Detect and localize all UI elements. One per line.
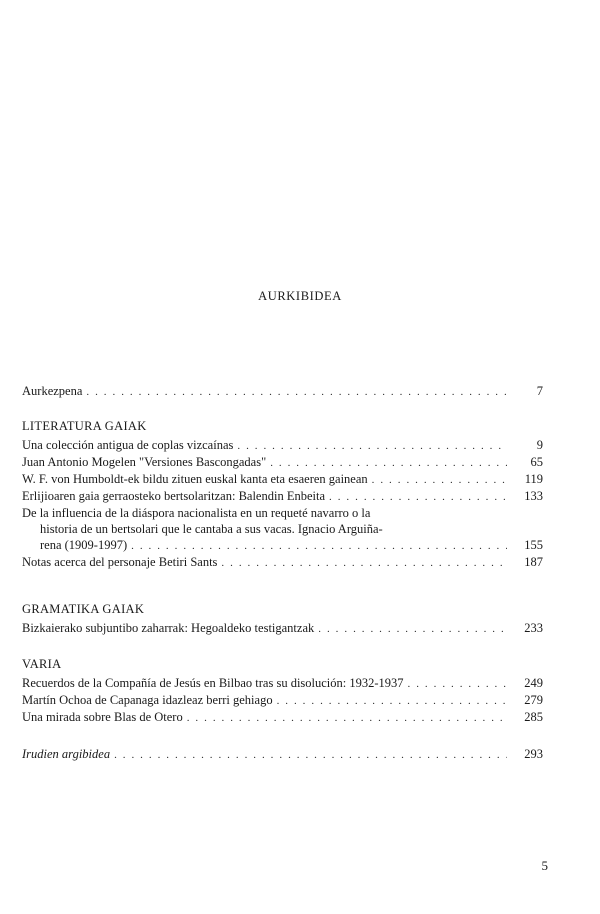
dot-leader (325, 489, 507, 505)
toc-entry[interactable] (22, 454, 543, 471)
toc-entry-label: W. F. von Humboldt-ek bildu zituen euskal kanta eta esaeren gainean (22, 472, 368, 486)
dot-leader (127, 538, 507, 554)
toc-entry[interactable] (22, 383, 543, 400)
toc-entry[interactable] (22, 709, 543, 726)
page-number: 5 (541, 858, 548, 873)
toc-entry-label: rena (1909-1997) (40, 538, 128, 552)
toc-entry-label: Bizkaierako subjuntibo zaharrak: Hegoaldeko testigantzak (22, 621, 315, 635)
toc-entry[interactable] (22, 437, 543, 454)
section-heading: VARIA (22, 657, 62, 671)
toc-entry-page: 155 (524, 538, 543, 552)
toc-entry-label: Juan Antonio Mogelen "Versiones Bascongadas" (22, 455, 267, 469)
toc-entry-page: 293 (524, 747, 543, 761)
section-heading: LITERATURA GAIAK (22, 419, 147, 433)
dot-leader (183, 710, 507, 726)
toc-section-gramatika (22, 601, 543, 637)
toc-outro (22, 746, 543, 763)
toc-entry-page: 187 (524, 555, 543, 569)
toc-entry-page: 7 (536, 384, 543, 398)
toc-entry[interactable] (22, 692, 543, 709)
section-heading: GRAMATIKA GAIAK (22, 602, 145, 616)
toc-entry[interactable] (22, 746, 543, 763)
page-title: AURKIBIDEA (258, 289, 342, 303)
toc-entry-page: 279 (524, 693, 543, 707)
toc-section-varia (22, 656, 543, 726)
toc-entry[interactable] (22, 554, 543, 571)
toc-entry-line: De la influencia de la diáspora nacionalista en un requeté navarro o la (22, 506, 371, 520)
toc-entry-page: 285 (524, 710, 543, 724)
toc-entry-label: Recuerdos de la Compañía de Jesús en Bilbao tras su disolución: 1932-1937 (22, 676, 404, 690)
toc-entry-page: 65 (530, 455, 543, 469)
toc-entry-page: 249 (524, 676, 543, 690)
toc-entry-label: Irudien argibidea (22, 747, 111, 761)
toc-entry-page: 9 (536, 438, 543, 452)
toc-entry-label: Erlijioaren gaia gerraosteko bertsolaritzan: Balendin Enbeita (22, 489, 326, 503)
dot-leader (110, 747, 507, 763)
dot-leader (314, 621, 507, 637)
dot-leader (368, 472, 507, 488)
toc-section-literatura (22, 418, 543, 571)
toc-entry-multiline[interactable] (22, 505, 543, 554)
dot-leader (273, 693, 507, 709)
toc-entry[interactable] (22, 675, 543, 692)
toc-entry-last-line (22, 537, 543, 554)
toc-entry-page: 233 (524, 621, 543, 635)
toc-entry[interactable] (22, 488, 543, 505)
dot-leader (233, 438, 507, 454)
dot-leader (404, 676, 507, 692)
toc-entry[interactable] (22, 620, 543, 637)
toc-entry-label: Una mirada sobre Blas de Otero (22, 710, 183, 724)
dot-leader (266, 455, 507, 471)
toc-entry-label: Una colección antigua de coplas vizcaínas (22, 438, 234, 452)
toc-entry-page: 133 (524, 489, 543, 503)
dot-leader (217, 555, 507, 571)
toc-entry-label: Aurkezpena (22, 384, 83, 398)
toc-intro (22, 383, 543, 400)
toc-entry-page: 119 (524, 472, 543, 486)
toc-entry-label: Notas acerca del personaje Betiri Sants (22, 555, 218, 569)
toc-entry-label: Martín Ochoa de Capanaga idazleaz berri gehiago (22, 693, 273, 707)
toc-entry[interactable] (22, 471, 543, 488)
toc-entry-line: historia de un bertsolari que le cantaba a sus vacas. Ignacio Arguiña- (40, 522, 383, 536)
dot-leader (82, 384, 507, 400)
